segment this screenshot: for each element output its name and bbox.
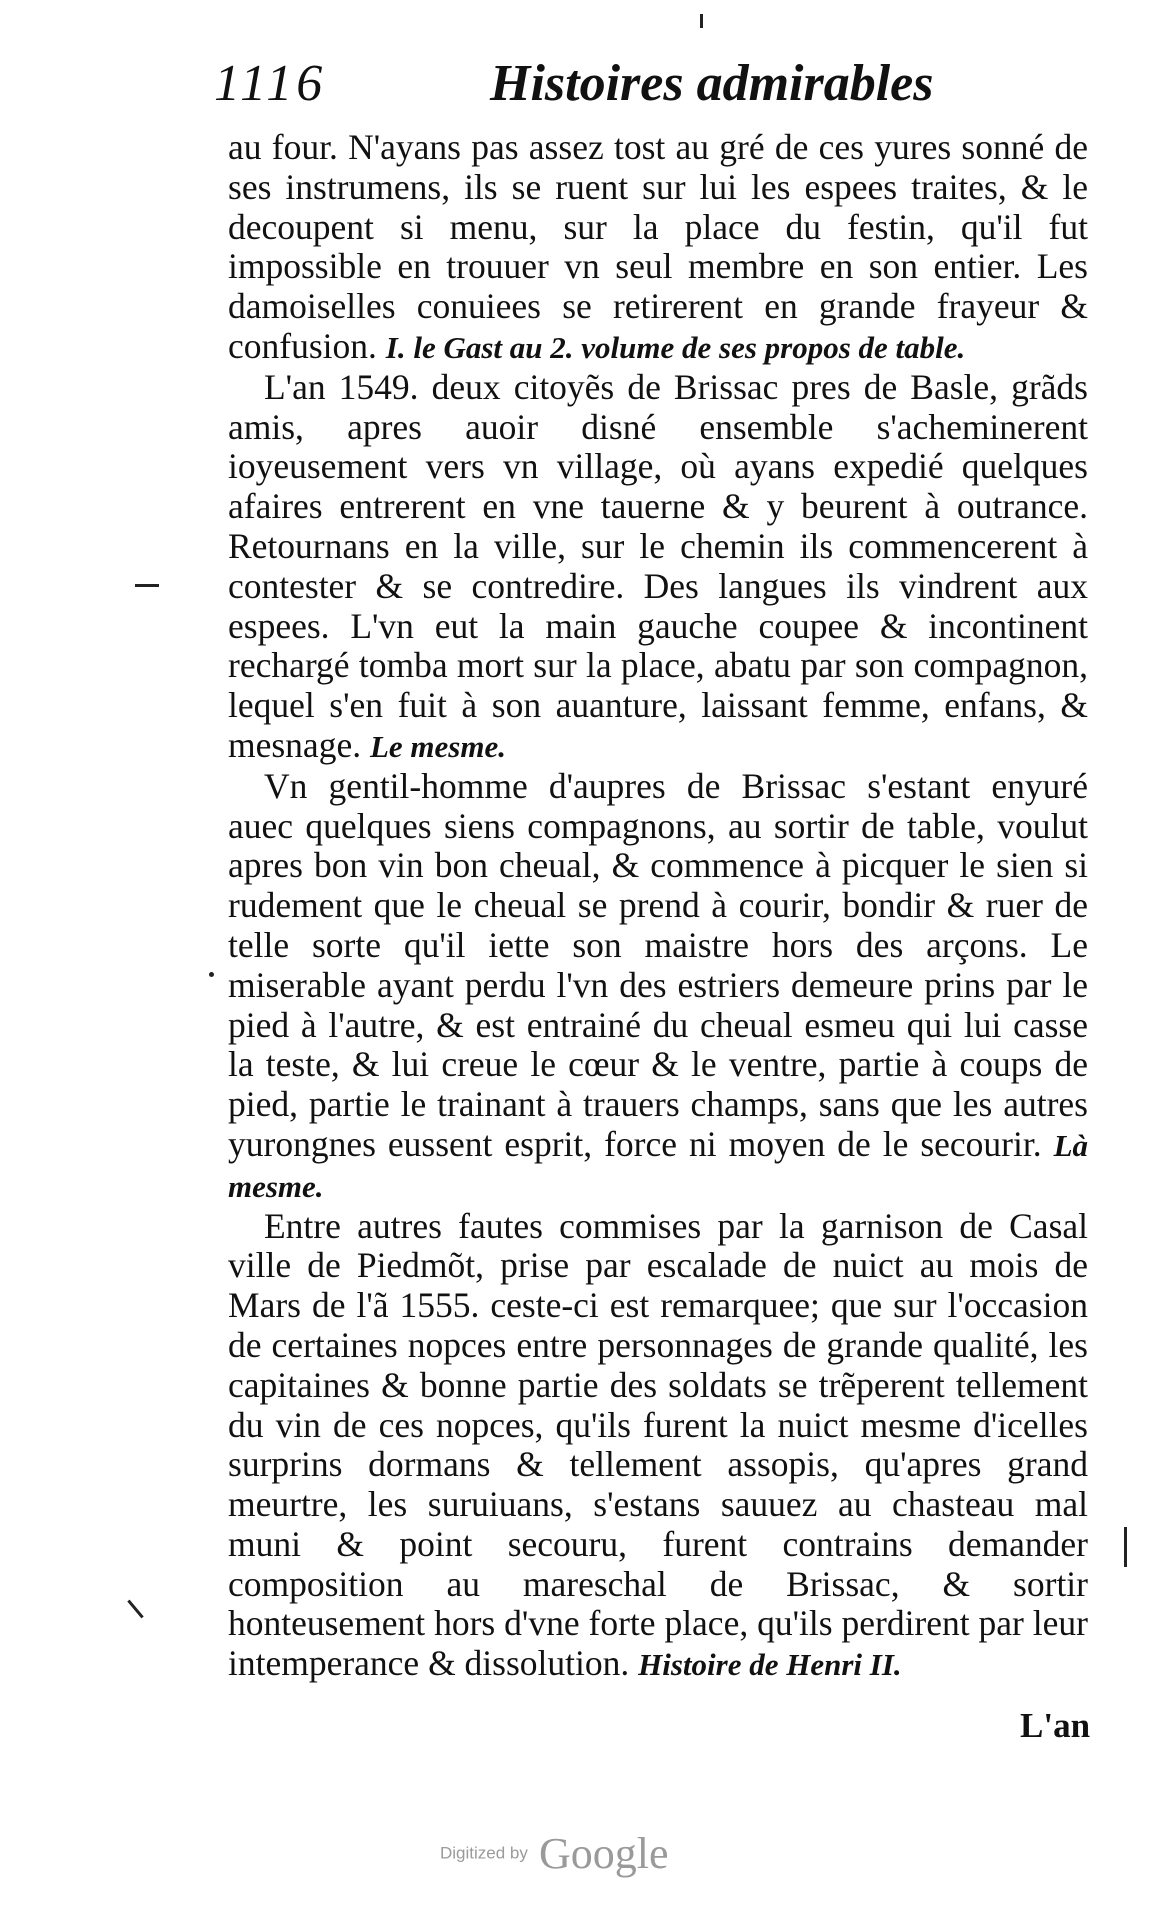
watermark-prefix: Digitized by <box>440 1843 528 1863</box>
margin-mark <box>127 1600 143 1619</box>
paragraph-text: au four. N'ayans pas assez tost au gré de ces yures sonné de ses instrumens, ils se ruent sur lui les espees traites, & le decoupent si menu, sur la place du festin, qu'il fut impossible en trouuer vn seul membre en son entier. Les damoiselles conuiees se retirerent en grande frayeur & confusion. <box>228 127 1088 366</box>
page-number: 1116 <box>214 55 327 112</box>
source-citation: I. le Gast au 2. volume de ses propos de table. <box>385 329 966 365</box>
catchword: L'an <box>1020 1706 1091 1745</box>
paragraph-text: Vn gentil-homme d'aupres de Brissac s'estant enyuré auec quelques siens compagnons, au sortir de table, voulut apres bon vin bon cheual, & commence à picquer le sien si rudement que le cheual se prend à courir, bondir & ruer de telle sorte qu'il iette son maistre hors des arçons. Le miserable ayant perdu l'vn des estriers demeure prins par le pied à l'autre, & est entrainé du cheual esmeu qui lui casse la teste, & lui creue le cœur & le ventre, partie à coups de pied, partie le trainant à trauers champs, sans que les autres yurongnes eussent esprit, force ni moyen de le secourir. <box>228 765 1088 1164</box>
google-logo: Google <box>538 1829 669 1878</box>
paragraph-3 <box>228 767 1088 1207</box>
margin-mark <box>1124 1527 1127 1567</box>
digitized-watermark <box>440 1828 669 1878</box>
margin-mark <box>135 584 159 587</box>
page-header <box>200 48 934 118</box>
paragraph-4 <box>228 1207 1088 1686</box>
margin-mark <box>209 972 214 977</box>
paragraph-text: L'an 1549. deux citoyẽs de Brissac pres de Basle, grãds amis, apres auoir disné ensemble s'acheminerent ioyeusement vers vn village, où ayans expedié quelques afaires entrerent en vne tauerne & y beurent à outrance. Retournans en la ville, sur le chemin ils commencerent à contester & se contredire. Des langues ils vindrent aux espees. L'vn eut la main gauche coupee & incontinent rechargé tomba mort sur la place, abatu par son compagnon, lequel s'en fuit à son auanture, laissant femme, enfans, & mesnage. <box>228 366 1088 765</box>
body-text <box>228 128 1088 1685</box>
margin-mark <box>700 14 703 28</box>
source-citation: Histoire de Henri II. <box>638 1647 902 1683</box>
source-citation: Le mesme. <box>369 728 506 764</box>
source-citation: Là mesme. <box>228 1127 1089 1204</box>
running-title: Histoires admirables <box>490 55 934 112</box>
paragraph-text: Entre autres fautes commises par la garnison de Casal ville de Piedmõt, prise par escalade de nuict au mois de Mars de l'ã 1555. ceste-ci est remarquee; que sur l'occasion de certaines nopces entre personnages de grande qualité, les capitaines & bonne partie des soldats se trẽperent tellement du vin de ces nopces, qu'ils furent la nuict mesme d'icelles surprins dormans & tellement assopis, qu'apres grand meurtre, les suruiuans, s'estans sauuez au chasteau mal muni & point secouru, furent contrains demander composition au mareschal de Brissac, & sortir honteusement hors d'vne forte place, qu'ils perdirent par leur intemperance & dissolution. <box>228 1205 1088 1684</box>
paragraph-1 <box>228 128 1088 368</box>
paragraph-2 <box>228 368 1088 767</box>
